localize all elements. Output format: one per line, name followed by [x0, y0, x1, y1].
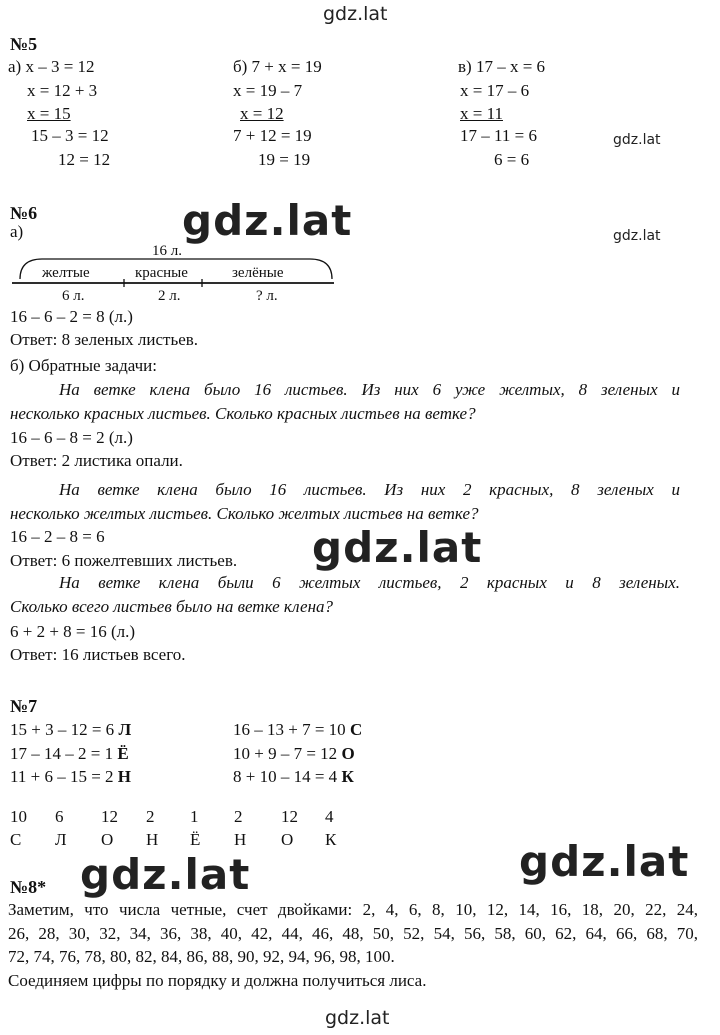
- diagram-segment-red: красные: [135, 265, 188, 281]
- task7-letter-5: Ё: [190, 830, 201, 849]
- diagram-value-yellow: 6 л.: [62, 288, 85, 304]
- task7-row3-right: [233, 768, 354, 785]
- task5-b-line1: б) 7 + x = 19: [233, 57, 322, 76]
- diagram-value-red: 2 л.: [158, 288, 181, 304]
- task7-row3-left-expr: 11 + 6 – 15 = 2: [10, 767, 114, 786]
- watermark-big-2: gdz.lat: [312, 523, 483, 572]
- watermark-bottom: gdz.lat: [325, 1007, 390, 1029]
- task5-heading: №5: [10, 34, 38, 54]
- task7-number-2: 6: [55, 807, 64, 826]
- task7-number-3: 12: [101, 807, 118, 826]
- task7-number-7: 12: [281, 807, 298, 826]
- task5-a-line4: 15 – 3 = 12: [31, 126, 109, 145]
- task7-letter-3: О: [101, 830, 114, 849]
- task5-c-line1: в) 17 – x = 6: [458, 57, 546, 76]
- task7-row3-right-letter: К: [341, 767, 354, 786]
- task7-row1-right-expr: 16 – 13 + 7 = 10: [233, 720, 346, 739]
- problem1-line1: На ветке клена было 16 листьев. Из них 6 уже желтых, 8 зеленых и: [59, 380, 680, 399]
- problem3-line1: На ветке клена были 6 желтых листьев, 2 красных и 8 зеленых.: [59, 573, 680, 592]
- task7-row1-left: [10, 721, 131, 738]
- task5-a-line5: 12 = 12: [58, 150, 111, 169]
- task5-b-line5: 19 = 19: [258, 150, 311, 169]
- segment-diagram: [12, 241, 342, 307]
- task5-a-line2: x = 12 + 3: [27, 81, 98, 100]
- task7-row1-right-letter: С: [349, 720, 363, 739]
- diagram-value-green: ? л.: [256, 288, 278, 304]
- task7-row2-right-expr: 10 + 9 – 7 = 12: [233, 744, 338, 763]
- task7-letter-6: Н: [234, 830, 247, 849]
- task5-c-line2: x = 17 – 6: [460, 81, 530, 100]
- task6-heading: №6: [10, 203, 38, 223]
- watermark-top: gdz.lat: [323, 3, 388, 25]
- task7-row3-left-letter: Н: [117, 767, 132, 786]
- task7-row2-right-letter: О: [341, 744, 355, 763]
- task7-row2-left-expr: 17 – 14 – 2 = 1: [10, 744, 114, 763]
- task7-letter-8: К: [325, 830, 337, 849]
- task7-number-6: 2: [234, 807, 243, 826]
- problem2-line2: несколько желтых листьев. Сколько желтых листьев на ветке?: [10, 504, 479, 523]
- diagram-segment-yellow: желтые: [42, 265, 90, 281]
- task7-row3-right-expr: 8 + 10 – 14 = 4: [233, 767, 338, 786]
- task5-b-line3: x = 12: [240, 104, 284, 123]
- task6-part-a: а): [10, 222, 24, 241]
- task8-heading: №8*: [10, 877, 47, 897]
- task6-solution: 16 – 6 – 2 = 8 (л.): [10, 307, 133, 326]
- task7-letter-1: С: [10, 830, 22, 849]
- problem1-solution: 16 – 6 – 8 = 2 (л.): [10, 428, 133, 447]
- task7-number-4: 2: [146, 807, 155, 826]
- task7-letter-4: Н: [146, 830, 159, 849]
- problem2-solution: 16 – 2 – 8 = 6: [10, 527, 105, 546]
- problem1-line2: несколько красных листьев. Сколько красных листьев на ветке?: [10, 404, 476, 423]
- task7-number-8: 4: [325, 807, 334, 826]
- watermark-right-2: gdz.lat: [613, 228, 661, 244]
- problem3-line2: Сколько всего листьев было на ветке клена?: [10, 597, 333, 616]
- problem3-solution: 6 + 2 + 8 = 16 (л.): [10, 622, 136, 641]
- task7-number-5: 1: [190, 807, 199, 826]
- task5-a-line3: x = 15: [27, 104, 71, 123]
- task8-line3: 72, 74, 76, 78, 80, 82, 84, 86, 88, 90, 92, 94, 96, 98, 100.: [8, 947, 395, 966]
- task5-c-line3: x = 11: [460, 104, 503, 123]
- problem3-answer: Ответ: 16 листьев всего.: [10, 645, 186, 664]
- task8-line1: Заметим, что числа четные, счет двойками: 2, 4, 6, 8, 10, 12, 14, 16, 18, 20, 22, 24,: [8, 900, 698, 919]
- task6-part-b: б) Обратные задачи:: [10, 356, 157, 375]
- task5-b-line2: x = 19 – 7: [233, 81, 303, 100]
- watermark-big-4: gdz.lat: [519, 837, 690, 886]
- task5-c-line5: 6 = 6: [494, 150, 530, 169]
- diagram-segment-green: зелёные: [232, 265, 284, 281]
- problem2-line1: На ветке клена было 16 листьев. Из них 2 красных, 8 зеленых и: [59, 480, 680, 499]
- task7-row3-left: [10, 768, 131, 785]
- task8-line4: Соединяем цифры по порядку и должна получиться лиса.: [8, 971, 427, 990]
- problem1-answer: Ответ: 2 листика опали.: [10, 451, 183, 470]
- task7-number-1: 10: [10, 807, 27, 826]
- task7-row2-left: [10, 745, 129, 762]
- diagram-total-label: 16 л.: [152, 243, 182, 259]
- task7-letter-7: О: [281, 830, 294, 849]
- task7-row1-right: [233, 721, 362, 738]
- watermark-big-1: gdz.lat: [182, 196, 353, 245]
- task5-a-line1: а) x – 3 = 12: [8, 57, 95, 76]
- task7-heading: №7: [10, 696, 38, 716]
- task6-answer: Ответ: 8 зеленых листьев.: [10, 330, 199, 349]
- task7-letter-2: Л: [55, 830, 67, 849]
- watermark-big-3: gdz.lat: [80, 850, 251, 899]
- task7-row1-left-expr: 15 + 3 – 12 = 6: [10, 720, 115, 739]
- task8-line2: 26, 28, 30, 32, 34, 36, 38, 40, 42, 44, 46, 48, 50, 52, 54, 56, 58, 60, 62, 64, 66, 68, 70,: [8, 924, 698, 943]
- watermark-right-1: gdz.lat: [613, 132, 661, 148]
- task5-c-line4: 17 – 11 = 6: [460, 126, 537, 145]
- task7-row1-left-letter: Л: [118, 720, 132, 739]
- problem2-answer: Ответ: 6 пожелтевших листьев.: [10, 551, 238, 570]
- task7-row2-left-letter: Ё: [117, 744, 129, 763]
- task7-row2-right: [233, 745, 355, 762]
- task5-b-line4: 7 + 12 = 19: [233, 126, 312, 145]
